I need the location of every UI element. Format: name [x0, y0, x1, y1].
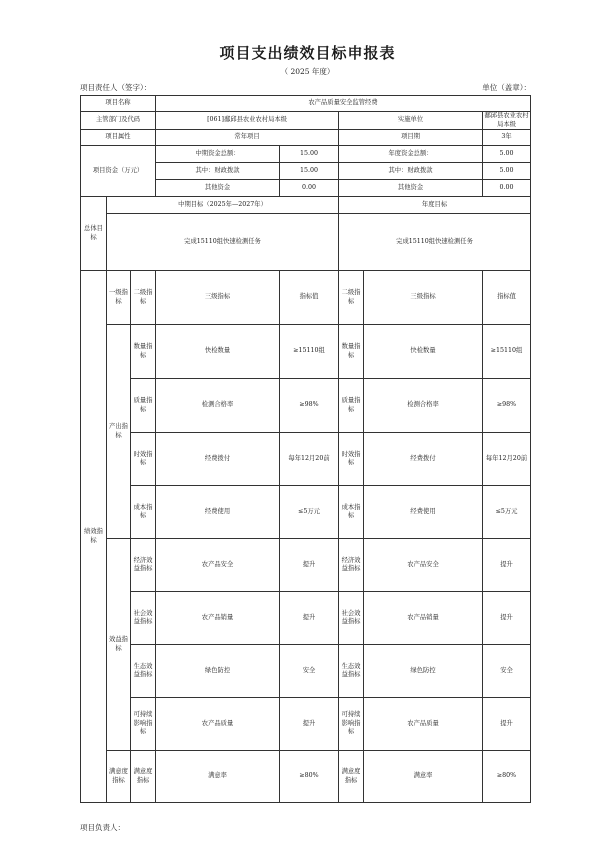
header-annual-level3: 三级指标	[364, 271, 483, 325]
benefit-indicators-label: 效益指标	[107, 539, 131, 751]
project-leader-label: 项目负责人：	[80, 823, 125, 832]
indicator-level2: 社会效益指标	[131, 592, 156, 645]
annual-indicator-level2: 成本指标	[339, 486, 364, 539]
annual-indicator-level3: 满意率	[364, 751, 483, 803]
satisfaction-indicators-label: 满意度指标	[107, 751, 131, 803]
mid-term-goal-label: 中期目标（2025年—2027年）	[107, 197, 339, 214]
implementing-unit-value: 鄱邱县农业农村局本级	[484, 112, 529, 128]
indicator-level3: 绿色防控	[156, 645, 280, 698]
indicator-level3: 经费使用	[156, 486, 280, 539]
annual-indicator-value: 提升	[483, 539, 531, 592]
indicator-level2: 数量指标	[131, 325, 156, 379]
unit-seal-label: 单位（盖章）：	[482, 83, 531, 92]
indicator-value: ≥80%	[280, 751, 339, 803]
goals-header-row	[81, 197, 531, 214]
mid-other-label: 其他资金	[156, 180, 280, 197]
annual-indicator-level3: 检测合格率	[364, 379, 483, 433]
indicator-row	[81, 592, 531, 645]
funds-total-row	[81, 146, 531, 163]
indicator-level3: 农产品销量	[156, 592, 280, 645]
department-label: 主管部门及代码	[81, 112, 156, 130]
overall-goals-label: 总体目标	[81, 197, 107, 271]
output-indicators-label: 产出指标	[107, 325, 131, 539]
annual-indicator-value: ≤5万元	[483, 486, 531, 539]
indicator-value: 提升	[280, 592, 339, 645]
project-funds-label: 项目资金（万元）	[81, 146, 156, 197]
annual-indicator-value: ≥15110组	[483, 325, 531, 379]
indicator-level2: 可持续影响指标	[131, 698, 156, 751]
annual-indicator-value: 安全	[483, 645, 531, 698]
indicator-row	[81, 486, 531, 539]
indicator-value: 提升	[280, 698, 339, 751]
goals-text-row	[81, 214, 531, 271]
indicator-level2: 成本指标	[131, 486, 156, 539]
annual-indicator-level2: 经济效益指标	[339, 539, 364, 592]
indicator-row	[81, 751, 531, 803]
annual-indicator-level3: 农产品安全	[364, 539, 483, 592]
indicator-level2: 满意度指标	[131, 751, 156, 803]
annual-indicator-level2: 质量指标	[339, 379, 364, 433]
indicator-level2: 时效指标	[131, 433, 156, 486]
mid-fiscal-value: 15.00	[280, 163, 339, 180]
annual-indicator-value: ≥98%	[483, 379, 531, 433]
indicator-level3: 快检数量	[156, 325, 280, 379]
indicator-value: ≤5万元	[280, 486, 339, 539]
indicator-row	[81, 698, 531, 751]
indicator-level2: 生态效益指标	[131, 645, 156, 698]
indicator-value: ≥15110组	[280, 325, 339, 379]
annual-indicator-value: 提升	[483, 698, 531, 751]
page-title: 项目支出绩效目标申报表	[219, 44, 396, 62]
annual-indicator-level3: 快检数量	[364, 325, 483, 379]
mid-total-value: 15.00	[280, 146, 339, 163]
project-period-value: 3年	[483, 130, 531, 146]
header-level1: 一级指标	[107, 271, 131, 325]
mid-total-label: 中期资金总额：	[156, 146, 280, 163]
indicator-value: 安全	[280, 645, 339, 698]
annual-fiscal-label: 其中：财政拨款	[339, 163, 483, 180]
annual-fiscal-value: 5.00	[483, 163, 531, 180]
project-name-row	[81, 96, 531, 112]
annual-indicator-value: 每年12月20前	[483, 433, 531, 486]
project-name-value: 农产品质量安全监管经费	[156, 96, 531, 112]
mid-fiscal-label: 其中：财政拨款	[156, 163, 280, 180]
header-annual-level2: 二级指标	[339, 271, 364, 325]
annual-indicator-level3: 经费拨付	[364, 433, 483, 486]
annual-indicator-value: ≥80%	[483, 751, 531, 803]
annual-indicator-level3: 绿色防控	[364, 645, 483, 698]
attribute-row	[81, 130, 531, 146]
project-period-label: 项目期	[339, 130, 483, 146]
department-row	[81, 112, 531, 130]
header-level2: 二级指标	[131, 271, 156, 325]
indicator-level3: 农产品质量	[156, 698, 280, 751]
annual-total-value: 5.00	[483, 146, 531, 163]
year-line: （ 2025 年度）	[280, 67, 335, 76]
annual-indicator-level3: 经费使用	[364, 486, 483, 539]
annual-indicator-level2: 可持续影响指标	[339, 698, 364, 751]
annual-other-label: 其他资金	[339, 180, 483, 197]
mid-other-value: 0.00	[280, 180, 339, 197]
performance-indicators-label: 绩效指标	[81, 271, 107, 803]
indicator-row	[81, 433, 531, 486]
implementing-unit-label: 实施单位	[339, 112, 483, 130]
indicator-value: 提升	[280, 539, 339, 592]
annual-total-label: 年度资金总额：	[339, 146, 483, 163]
indicator-level3: 检测合格率	[156, 379, 280, 433]
annual-indicator-value: 提升	[483, 592, 531, 645]
header-value: 指标值	[280, 271, 339, 325]
annual-goal-text: 完成15110组快速检测任务	[339, 214, 531, 271]
annual-other-value: 0.00	[483, 180, 531, 197]
annual-indicator-level2: 满意度指标	[339, 751, 364, 803]
annual-goal-label: 年度目标	[339, 197, 531, 214]
indicator-row	[81, 379, 531, 433]
annual-indicator-level2: 生态效益指标	[339, 645, 364, 698]
project-attribute-label: 项目属性	[81, 130, 156, 146]
performance-goal-table	[80, 95, 531, 803]
project-name-label: 项目名称	[81, 96, 156, 112]
mid-term-goal-text: 完成15110组快速检测任务	[107, 214, 339, 271]
indicator-value: ≥98%	[280, 379, 339, 433]
indicator-level3: 满意率	[156, 751, 280, 803]
indicator-level3: 经费拨付	[156, 433, 280, 486]
header-level3: 三级指标	[156, 271, 280, 325]
annual-indicator-level2: 数量指标	[339, 325, 364, 379]
responsible-signature-label: 项目责任人（签字）：	[80, 83, 152, 92]
indicator-row	[81, 539, 531, 592]
annual-indicator-level3: 农产品质量	[364, 698, 483, 751]
department-value: [061]鄱邱县农业农村局本级	[156, 112, 339, 130]
annual-indicator-level2: 社会效益指标	[339, 592, 364, 645]
header-annual-value: 指标值	[483, 271, 531, 325]
indicator-level2: 质量指标	[131, 379, 156, 433]
annual-indicator-level2: 时效指标	[339, 433, 364, 486]
indicator-value: 每年12月20前	[280, 433, 339, 486]
indicator-level2: 经济效益指标	[131, 539, 156, 592]
annual-indicator-level3: 农产品销量	[364, 592, 483, 645]
project-attribute-value: 常年项目	[156, 130, 339, 146]
indicator-header-row	[81, 271, 531, 325]
indicator-level3: 农产品安全	[156, 539, 280, 592]
indicator-row	[81, 645, 531, 698]
indicator-row	[81, 325, 531, 379]
